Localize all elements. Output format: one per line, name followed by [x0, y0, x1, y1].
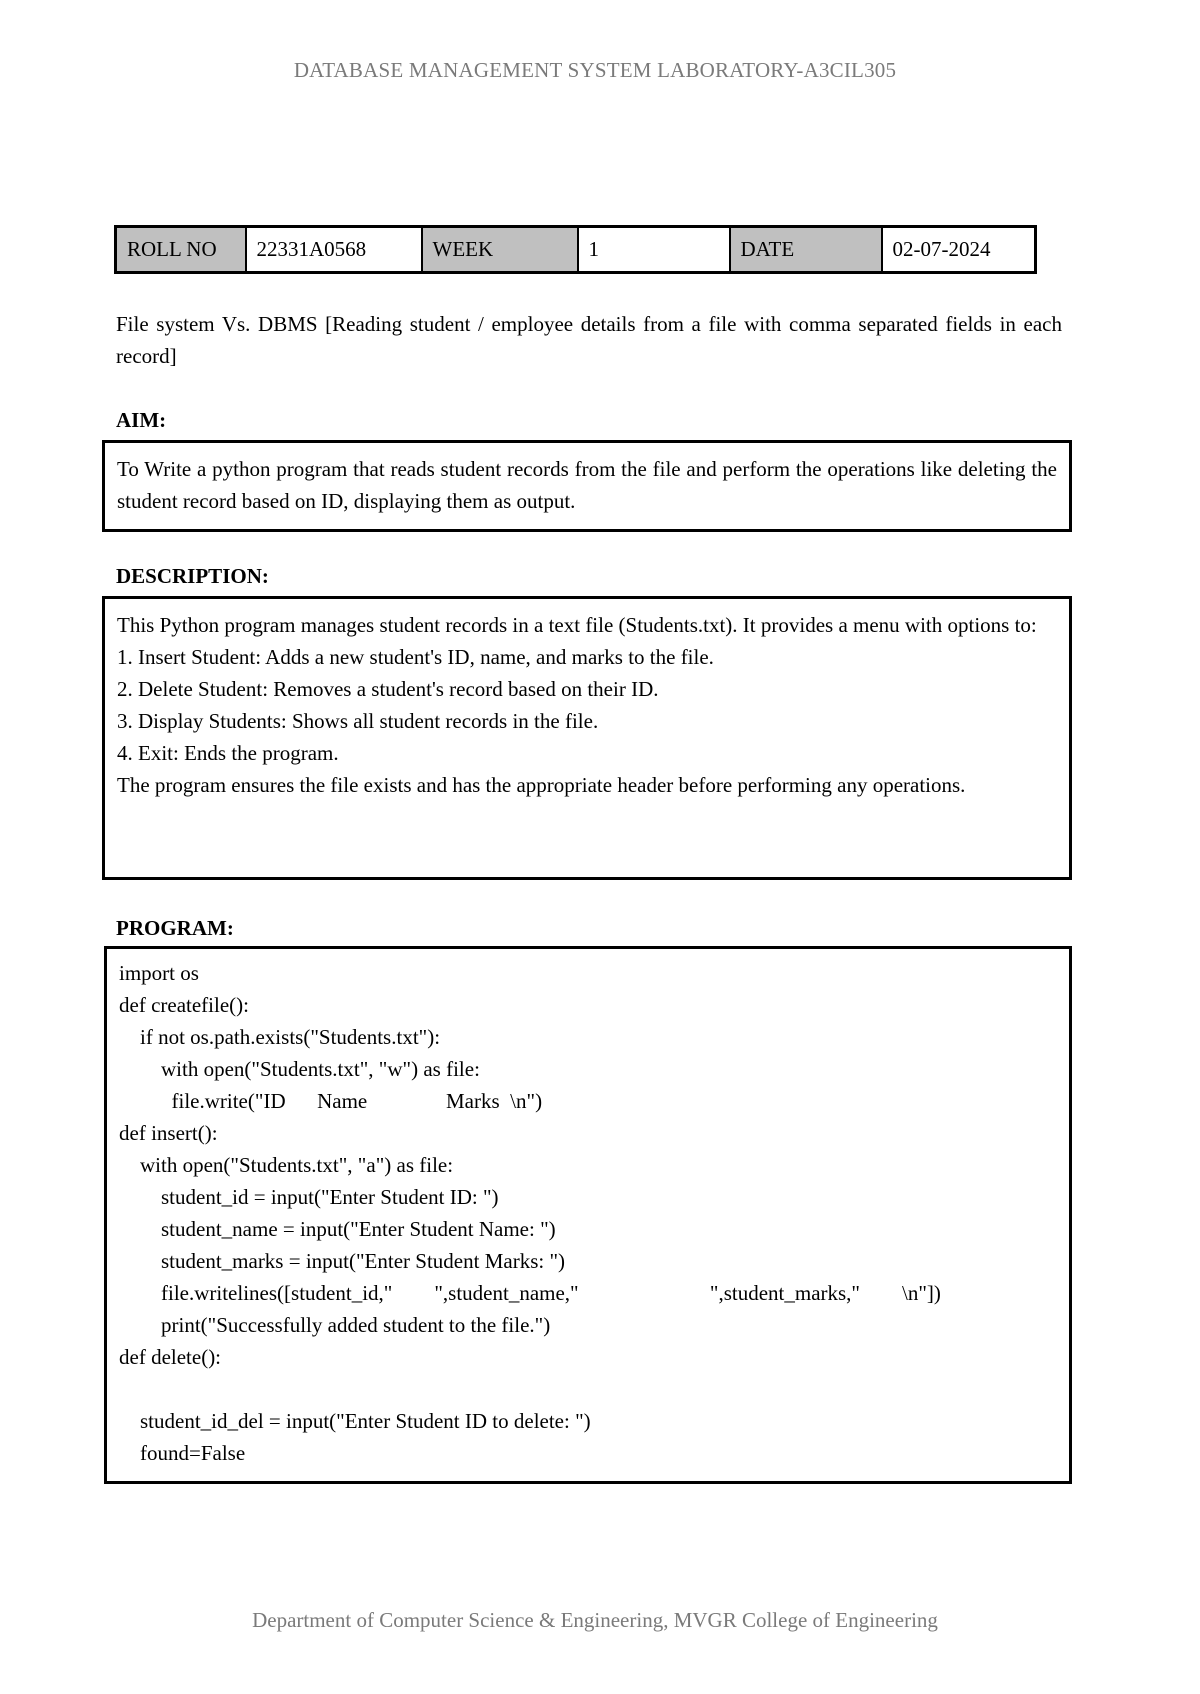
roll-no-label: ROLL NO: [116, 227, 246, 273]
code-line: def createfile():: [119, 993, 249, 1017]
page-footer: Department of Computer Science & Engineering, MVGR College of Engineering: [252, 1608, 938, 1632]
info-table: [114, 225, 1037, 274]
info-row: [116, 227, 1036, 273]
code-line: file.writelines([student_id," ",student_name," ",student_marks," \n"]): [119, 1281, 941, 1305]
roll-no-value: 22331A0568: [246, 227, 422, 273]
code-line: def delete():: [119, 1345, 222, 1369]
program-box: [104, 946, 1072, 1484]
code-line: import os: [119, 961, 199, 985]
code-line: if not os.path.exists("Students.txt"):: [119, 1025, 441, 1049]
description-closing: The program ensures the file exists and has the appropriate header before performing any operations.: [117, 773, 966, 797]
code-line: student_id = input("Enter Student ID: "): [119, 1185, 499, 1209]
code-line: [119, 1373, 1057, 1405]
description-item: 4. Exit: Ends the program.: [117, 741, 339, 765]
description-intro: This Python program manages student records in a text file (Students.txt). It provides a menu with options to:: [117, 613, 1037, 637]
description-heading: DESCRIPTION:: [116, 564, 269, 588]
code-line: print("Successfully added student to the file."): [119, 1313, 551, 1337]
aim-text: To Write a python program that reads student records from the file and perform the operations like deleting the student record based on ID, displaying them as output.: [117, 457, 1057, 513]
code-line: file.write("ID Name Marks \n"): [119, 1089, 543, 1113]
description-item: 1. Insert Student: Adds a new student's ID, name, and marks to the file.: [117, 645, 714, 669]
week-label: WEEK: [422, 227, 578, 273]
program-heading: PROGRAM:: [116, 916, 234, 940]
page-header: DATABASE MANAGEMENT SYSTEM LABORATORY-A3CIL305: [293, 58, 897, 82]
description-box: [102, 596, 1072, 880]
code-line: student_name = input("Enter Student Name: "): [119, 1217, 556, 1241]
date-value: 02-07-2024: [882, 227, 1036, 273]
code-line: found=False: [119, 1441, 246, 1465]
code-line: student_id_del = input("Enter Student ID to delete: "): [119, 1409, 591, 1433]
aim-box: [102, 440, 1072, 532]
experiment-title: File system Vs. DBMS [Reading student / employee details from a file with comma separated fields in each record]: [116, 312, 1062, 368]
code-line: student_marks = input("Enter Student Marks: "): [119, 1249, 566, 1273]
code-line: with open("Students.txt", "w") as file:: [119, 1057, 480, 1081]
aim-heading: AIM:: [116, 408, 167, 432]
week-value: 1: [578, 227, 730, 273]
code-line: with open("Students.txt", "a") as file:: [119, 1153, 454, 1177]
description-item: 2. Delete Student: Removes a student's record based on their ID.: [117, 677, 659, 701]
description-item: 3. Display Students: Shows all student records in the file.: [117, 709, 599, 733]
code-line: def insert():: [119, 1121, 218, 1145]
date-label: DATE: [730, 227, 882, 273]
